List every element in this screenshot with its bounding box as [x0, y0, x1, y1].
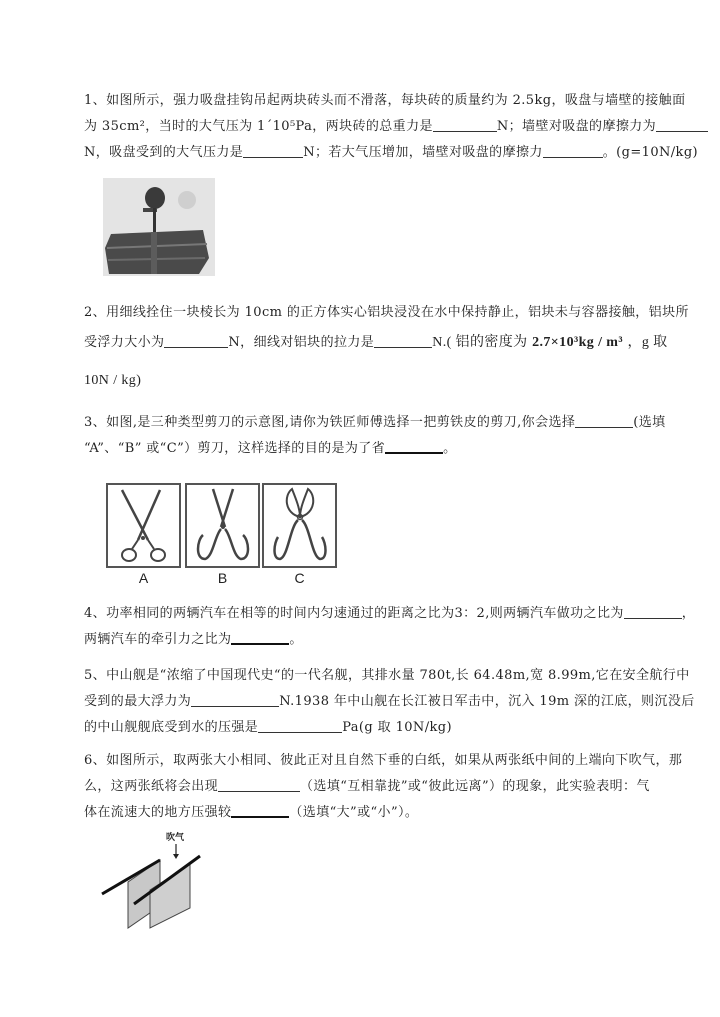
q2-text: ，g 取 — [627, 335, 668, 350]
q4-blank-traction-ratio[interactable] — [231, 629, 289, 645]
q1-text: N，吸盘受到的大气压力是 — [84, 145, 244, 160]
question-1 — [84, 88, 699, 166]
scissor-label-a: A — [138, 570, 149, 586]
q4-text: 。 — [289, 632, 303, 647]
q1-line-2 — [84, 114, 674, 140]
q1-text: 为 35cm²，当时的大气压为 1´10⁵Pa，两块砖的总重力是 — [84, 119, 433, 134]
question-4 — [84, 601, 696, 653]
q4-blank-work-ratio[interactable] — [624, 603, 682, 619]
scissor-b-image — [185, 483, 260, 568]
q4-text: 两辆汽车的牵引力之比为 — [84, 632, 232, 647]
q2-text: 受浮力大小为 — [84, 335, 165, 350]
q2-text: N.( 铝的密度为 — [432, 335, 528, 350]
q2-text: N，细线对铝块的拉力是 — [228, 335, 375, 350]
scissor-label-c: C — [294, 570, 305, 586]
q6-blank-pressure[interactable] — [231, 802, 289, 818]
q2-line-1: 2、用细线拴住一块棱长为 10cm 的正方体实心铝块浸没在水中保持静止，铝块未与容器接触，铝块所 — [84, 305, 689, 320]
scissor-c-image — [262, 483, 337, 568]
q3-text: 。 — [443, 441, 457, 456]
q3-line-2 — [84, 436, 674, 462]
q1-blank-total-gravity[interactable] — [433, 116, 497, 132]
q5-line-2 — [84, 689, 695, 715]
q5-blank-water-pressure[interactable] — [258, 717, 342, 733]
q3-text: “A”、“B” 或“C”）剪刀，这样选择的目的是为了省 — [84, 441, 386, 456]
suction-cup-bricks-image — [103, 178, 215, 276]
q1-line-3 — [84, 140, 699, 166]
q2-line-2 — [84, 330, 674, 356]
q3-line-1 — [84, 410, 674, 436]
q5-text: N.1938 年中山舰在长江被日军击中，沉入 19m 深的江底，则沉没后 — [279, 694, 695, 709]
q1-blank-friction-change[interactable] — [543, 142, 603, 158]
q6-text: （选填“大”或“小”）。 — [289, 805, 419, 820]
q1-text: 。(g=10N/kg) — [602, 145, 699, 160]
question-5 — [84, 663, 695, 741]
q3-text: (选填 — [633, 415, 666, 430]
q3-blank-scissor-choice[interactable] — [575, 412, 633, 428]
q6-line-1: 6、如图所示，取两张大小相同、彼此正对且自然下垂的白纸，如果从两张纸中间的上端向下吹气，那 — [84, 753, 683, 768]
q4-text: 4、功率相同的两辆汽车在相等的时间内匀速通过的距离之比为3：2,则两辆汽车做功之比为 — [84, 606, 624, 621]
q4-line-1 — [84, 601, 696, 627]
q4-text: ， — [681, 606, 696, 621]
scissor-a-image — [106, 483, 181, 568]
q1-text: N；若大气压增加，墙壁对吸盘的摩擦力 — [303, 145, 543, 160]
q4-line-2 — [84, 627, 674, 653]
q3-text: 3、如图,是三种类型剪刀的示意图,请你为铁匠师傅选择一把剪铁皮的剪刀,你会选择 — [84, 415, 576, 430]
q5-text: 受到的最大浮力为 — [84, 694, 192, 709]
q6-blank-phenomenon[interactable] — [218, 776, 300, 792]
q1-blank-friction[interactable] — [656, 116, 708, 132]
q6-line-2 — [84, 774, 674, 800]
q1-blank-air-pressure-force[interactable] — [243, 142, 303, 158]
question-3 — [84, 410, 674, 462]
question-2 — [84, 300, 689, 394]
q1-text: N；墙壁对吸盘的摩擦力为 — [496, 119, 657, 134]
q2-blank-buoyancy[interactable] — [164, 332, 228, 348]
blow-air-label: 吹气 — [166, 833, 185, 843]
q2-density-formula: 2.7×10³kg / m³ — [532, 335, 623, 350]
q2-line-3: 10N / kg) — [84, 373, 142, 388]
q5-line-3 — [84, 715, 674, 741]
q5-blank-max-buoyancy[interactable] — [191, 691, 279, 707]
q3-blank-purpose[interactable] — [385, 438, 443, 454]
q2-blank-tension[interactable] — [374, 332, 432, 348]
q6-line-3 — [84, 800, 674, 826]
q5-text: 的中山舰舰底受到水的压强是 — [84, 720, 259, 735]
q5-line-1: 5、中山舰是“浓缩了中国现代史“的一代名舰，其排水量 780t,长 64.48m,宽 8.99m,它在安全航行中 — [84, 668, 690, 683]
hanging-papers-diagram — [98, 830, 208, 930]
q6-text: 体在流速大的地方压强较 — [84, 805, 232, 820]
scissor-label-b: B — [217, 570, 228, 586]
question-6 — [84, 748, 683, 826]
q5-text: Pa(g 取 10N/kg) — [342, 720, 452, 735]
q1-line-1: 1、如图所示，强力吸盘挂钩吊起两块砖头而不滑落，每块砖的质量约为 2.5kg，吸盘与墙壁的接触面 — [84, 93, 686, 108]
q6-text: （选填“互相靠拢”或“彼此远离”）的现象，此实验表明：气 — [300, 779, 650, 794]
q6-text: 么，这两张纸将会出现 — [84, 779, 219, 794]
